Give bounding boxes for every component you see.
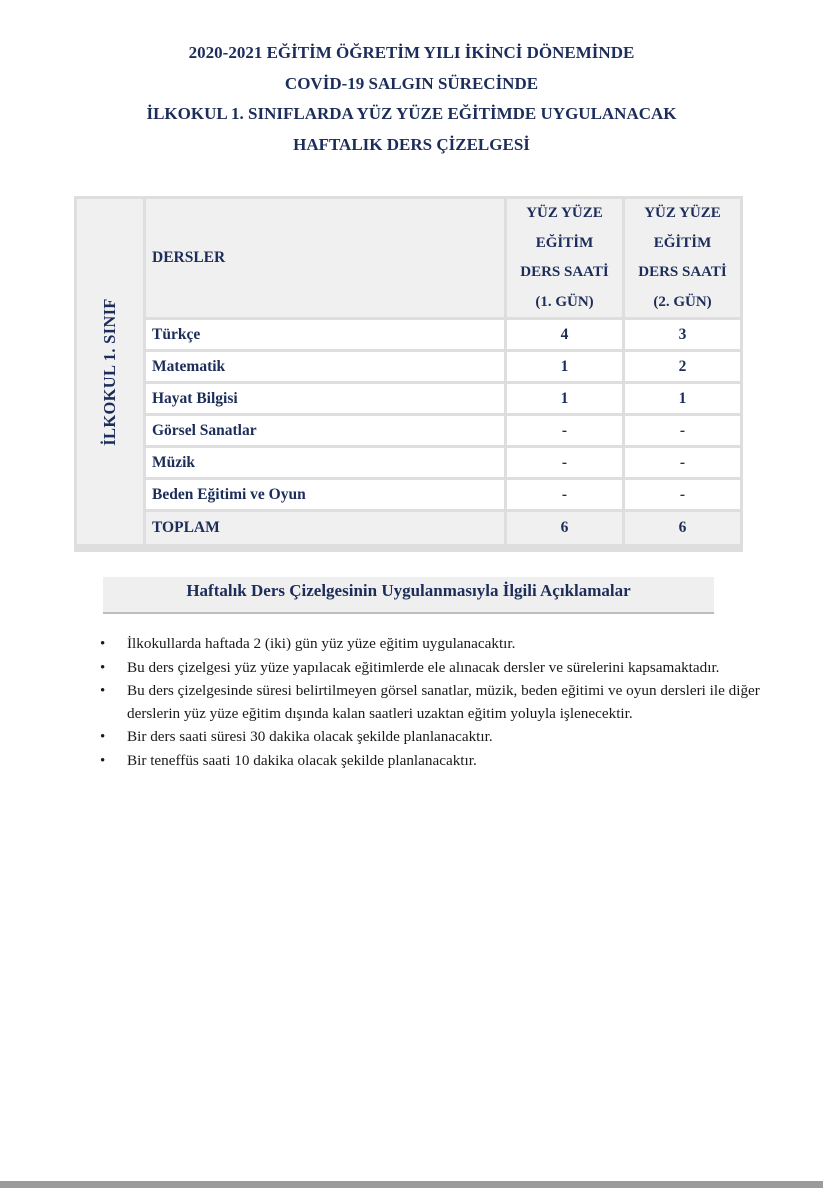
table-row (77, 480, 740, 509)
day1-header-line: (1. GÜN) (535, 293, 594, 310)
table-row (77, 352, 740, 381)
day1-cell: 4 (507, 320, 622, 349)
table-row (77, 320, 740, 349)
day2-cell: 2 (625, 352, 740, 381)
grade-side-label: İLKOKUL 1. SINIF (100, 297, 119, 446)
list-item (100, 633, 760, 656)
grade-side-cell (77, 199, 143, 544)
title-line-4: HAFTALIK DERS ÇİZELGESİ (293, 134, 530, 154)
day2-cell: - (625, 480, 740, 509)
bullet-icon: • (100, 636, 106, 652)
document-title (0, 38, 823, 160)
list-item-text: Bu ders çizelgesi yüz yüze yapılacak eğitimlerde ele alınacak dersler ve sürelerini kapsamaktadır. (127, 658, 720, 676)
total-day2-cell: 6 (625, 512, 740, 544)
title-line-3: İLKOKUL 1. SINIFLARDA YÜZ YÜZE EĞİTİMDE UYGULANACAK (146, 104, 677, 123)
day1-cell: 1 (507, 384, 622, 413)
table-row (77, 448, 740, 477)
explanations-list (100, 633, 760, 773)
day1-cell: - (507, 416, 622, 445)
bullet-icon: • (100, 729, 106, 745)
day2-header-line: DERS SAATİ (638, 264, 727, 280)
subject-cell: Matematik (146, 352, 504, 381)
bullet-icon: • (100, 752, 106, 769)
table-row (77, 384, 740, 413)
schedule-table (74, 196, 743, 547)
subject-cell: Türkçe (146, 320, 504, 349)
day2-cell: 1 (625, 384, 740, 413)
table-header-row (77, 199, 740, 317)
day1-header-line: DERS SAATİ (520, 264, 609, 280)
total-label-cell: TOPLAM (146, 512, 504, 544)
list-item (100, 750, 760, 773)
list-item-text: Bir teneffüs saati 10 dakika olacak şekilde planlanacaktır. (127, 751, 477, 769)
day2-header-line: YÜZ YÜZE (644, 205, 721, 221)
day1-header-line: YÜZ YÜZE (526, 205, 603, 221)
day1-cell: - (507, 448, 622, 477)
list-item-text: Bu ders çizelgesinde süresi belirtilmeyen görsel sanatlar, müzik, beden eğitimi ve oyun dersleri ile diğer derslerin yüz yüze eğitim dışında kalan saatleri uzaktan eğitim yoluyla işlenecektir. (127, 682, 760, 722)
explanations-heading: Haftalık Ders Çizelgesinin Uygulanmasıyla İlgili Açıklamalar (103, 577, 714, 614)
title-line-1: 2020-2021 EĞİTİM ÖĞRETİM YILI İKİNCİ DÖNEMİNDE (188, 43, 635, 62)
day1-cell: - (507, 480, 622, 509)
day2-cell: - (625, 448, 740, 477)
total-row (77, 512, 740, 544)
total-day1-cell: 6 (507, 512, 622, 544)
schedule-table-frame (74, 196, 743, 552)
day1-header-line: EĞİTİM (535, 234, 594, 251)
subject-cell: Görsel Sanatlar (146, 416, 504, 445)
subject-cell: Beden Eğitimi ve Oyun (146, 480, 504, 509)
day2-header-line: (2. GÜN) (653, 293, 712, 310)
list-item-text: İlkokullarda haftada 2 (iki) gün yüz yüze eğitim uygulanacaktır. (127, 635, 516, 652)
day1-cell: 1 (507, 352, 622, 381)
title-line-2: COVİD-19 SALGIN SÜRECİNDE (284, 73, 539, 93)
column-header-day2 (625, 199, 740, 317)
day2-cell: - (625, 416, 740, 445)
day2-header-line: EĞİTİM (653, 234, 712, 251)
bullet-icon: • (100, 659, 106, 676)
list-item (100, 657, 760, 680)
day2-cell: 3 (625, 320, 740, 349)
list-item (100, 726, 760, 749)
column-header-subject: DERSLER (146, 199, 504, 317)
subject-cell: Müzik (146, 448, 504, 477)
subject-cell: Hayat Bilgisi (146, 384, 504, 413)
column-header-day1 (507, 199, 622, 317)
list-item (100, 680, 760, 725)
list-item-text: Bir ders saati süresi 30 dakika olacak şekilde planlanacaktır. (127, 728, 493, 745)
table-row (77, 416, 740, 445)
bullet-icon: • (100, 683, 106, 699)
page-bottom-rule (0, 1181, 823, 1188)
